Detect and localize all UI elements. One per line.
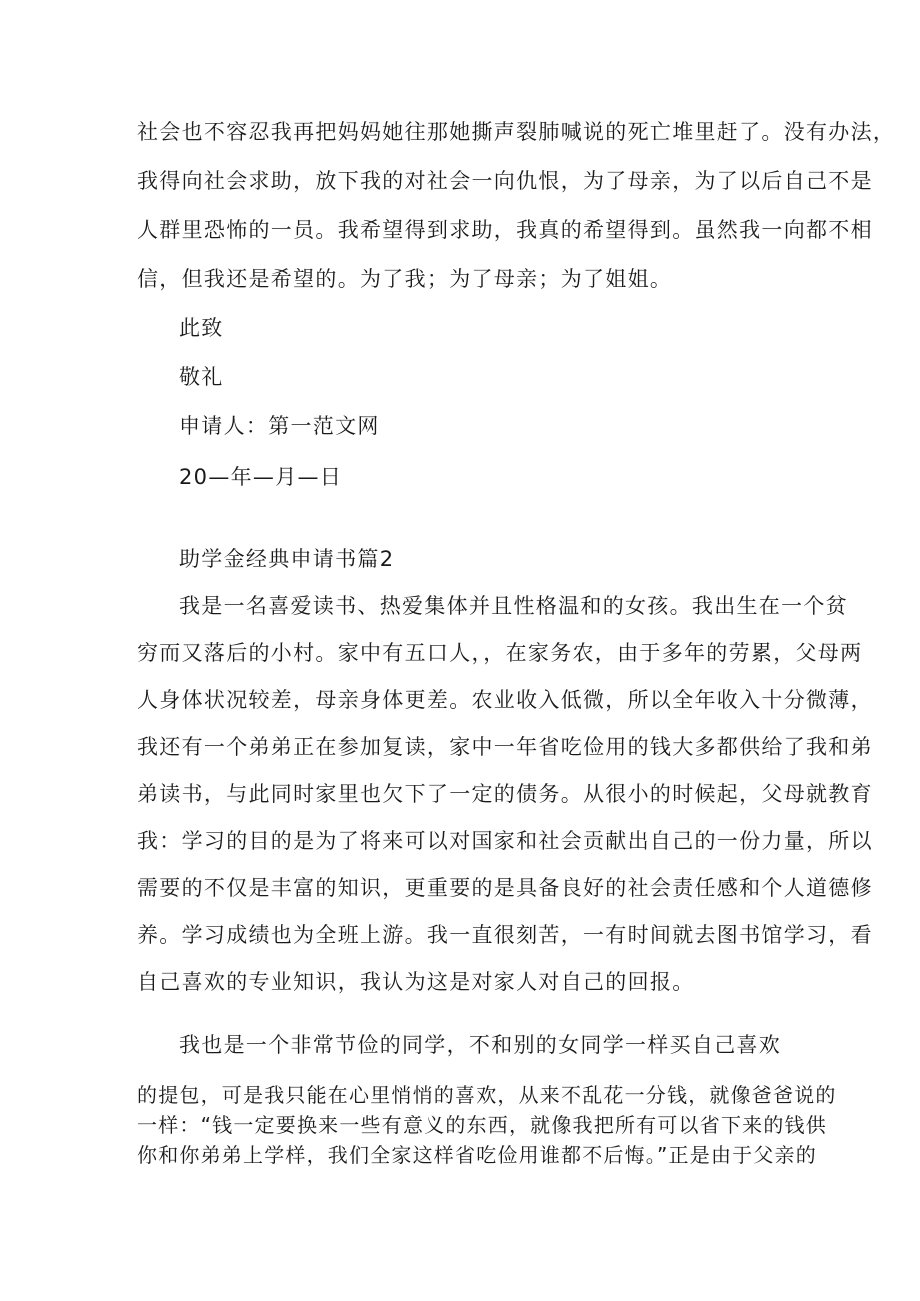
paragraph-1-line-2: 我得向社会求助，放下我的对社会一向仇恨，为了母亲，为了以后自己不是 bbox=[137, 169, 873, 193]
paragraph-3-line-4: 你和你弟弟上学样，我们全家这样省吃俭用谁都不后悔。”正是由于父亲的 bbox=[137, 1143, 817, 1167]
paragraph-2-line-6: 我：学习的目的是为了将来可以对国家和社会贡献出自己的一份力量，所以 bbox=[137, 829, 873, 853]
paragraph-1-line-3: 人群里恐怖的一员。我希望得到求助，我真的希望得到。虽然我一向都不相 bbox=[137, 218, 873, 242]
paragraph-1-line-1: 社会也不容忍我再把妈妈她往那她撕声裂肺喊说的死亡堆里赶了。没有办法， bbox=[137, 120, 896, 144]
section-title: 助学金经典申请书篇2 bbox=[179, 547, 395, 571]
salutation-ci-zhi: 此致 bbox=[179, 316, 224, 340]
applicant-line: 申请人：第一范文网 bbox=[179, 414, 380, 438]
paragraph-2-line-3: 人身体状况较差，母亲身体更差。农业收入低微，所以全年收入十分微薄， bbox=[137, 688, 873, 712]
paragraph-3-line-1: 我也是一个非常节俭的同学，不和别的女同学一样买自己喜欢 bbox=[179, 1033, 782, 1057]
date-line: 20—年—月—日 bbox=[179, 465, 343, 489]
paragraph-2-line-2: 穷而又落后的小村。家中有五口人，，在家务农，由于多年的劳累，父母两 bbox=[137, 641, 863, 665]
paragraph-3-line-2: 的提包，可是我只能在心里悄悄的喜欢，从来不乱花一分钱，就像爸爸说的 bbox=[137, 1083, 837, 1107]
paragraph-2-line-4: 我还有一个弟弟正在参加复读，家中一年省吃俭用的钱大多都供给了我和弟 bbox=[137, 735, 873, 759]
paragraph-2-line-7: 需要的不仅是丰富的知识，更重要的是具备良好的社会责任感和个人道德修 bbox=[137, 876, 873, 900]
paragraph-2-line-1: 我是一名喜爱读书、热爱集体并且性格温和的女孩。我出生在一个贫 bbox=[179, 594, 848, 618]
paragraph-2-line-8: 养。学习成绩也为全班上游。我一直很刻苦，一有时间就去图书馆学习，看 bbox=[137, 923, 873, 947]
paragraph-2-line-9: 自己喜欢的专业知识，我认为这是对家人对自己的回报。 bbox=[137, 970, 695, 994]
paragraph-3-line-3: 一样：“钱一定要换来一些有意义的东西，就像我把所有可以省下来的钱供 bbox=[137, 1113, 827, 1137]
paragraph-1-line-4: 信，但我还是希望的。为了我；为了母亲；为了姐姐。 bbox=[137, 267, 673, 291]
paragraph-2-line-5: 弟读书，与此同时家里也欠下了一定的债务。从很小的时候起，父母就教育 bbox=[137, 782, 873, 806]
salutation-jing-li: 敬礼 bbox=[179, 365, 224, 389]
